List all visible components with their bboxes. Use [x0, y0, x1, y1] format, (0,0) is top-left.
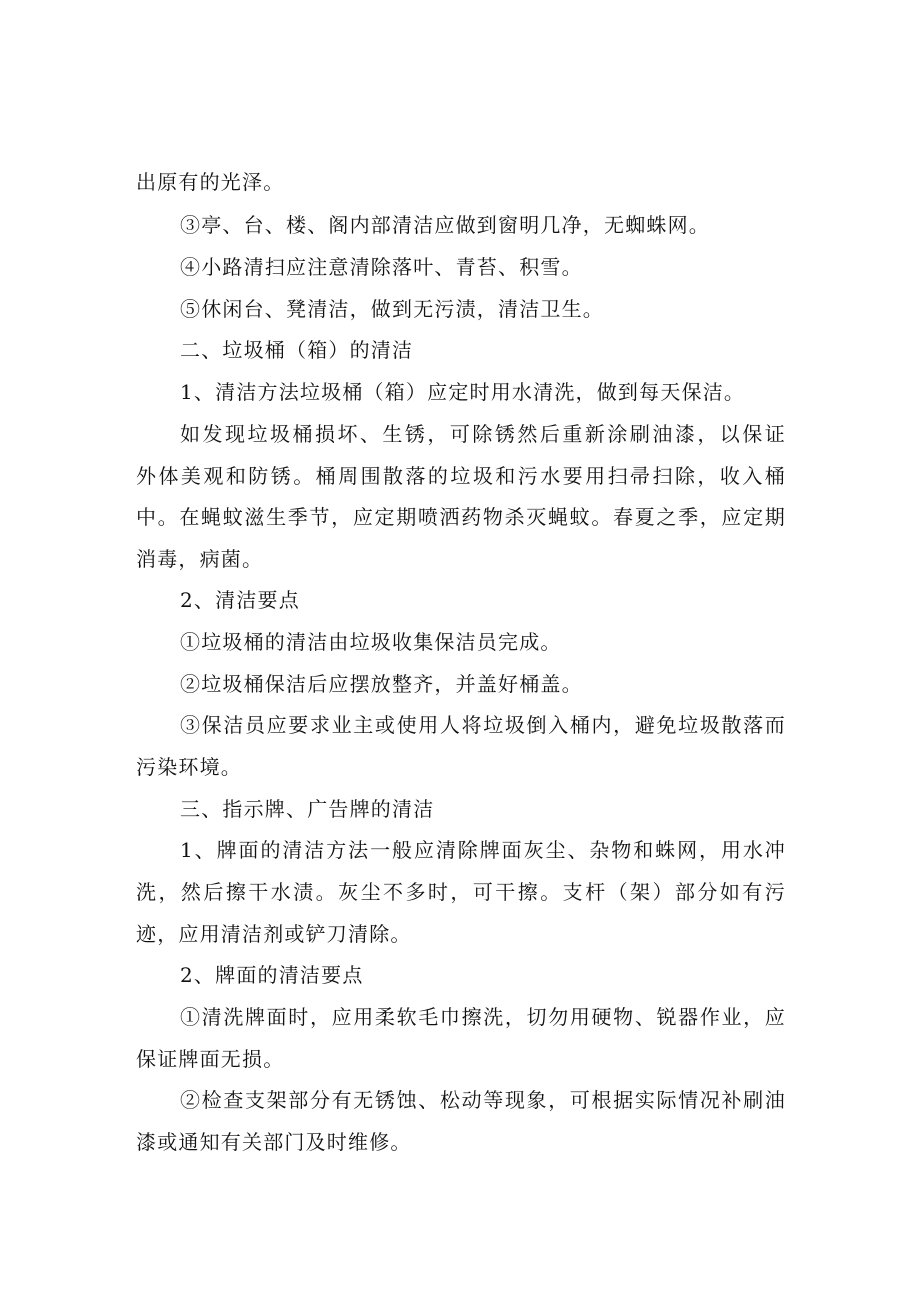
subheading-key-points: 2、牌面的清洁要点 — [180, 963, 364, 987]
paragraph-line: 消毒，病菌。 — [136, 547, 264, 571]
paragraph-line: 迹，应用清洁剂或铲刀清除。 — [136, 922, 412, 946]
list-item: ②检查支架部分有无锈蚀、松动等现象，可根据实际情况补刷油 — [180, 1088, 786, 1112]
text-line-continuation: 出原有的光泽。 — [136, 170, 285, 194]
list-item: ③保洁员应要求业主或使用人将垃圾倒入桶内，避免垃圾散落而 — [180, 713, 786, 737]
paragraph-line: 保证牌面无损。 — [136, 1047, 285, 1071]
list-item: ①垃圾桶的清洁由垃圾收集保洁员完成。 — [180, 630, 562, 654]
section-heading-signboard: 三、指示牌、广告牌的清洁 — [180, 797, 435, 821]
list-item-path: ④小路清扫应注意清除落叶、青苔、积雪。 — [180, 255, 583, 279]
subheading-cleaning-method: 1、清洁方法垃圾桶（箱）应定时用水清洗，做到每天保洁。 — [180, 380, 746, 404]
paragraph-line: 中。在蝇蚊滋生季节，应定期喷洒药物杀灭蝇蚊。春夏之季，应定期 — [136, 505, 786, 529]
paragraph-line: 如发现垃圾桶损坏、生锈，可除锈然后重新涂刷油漆，以保证 — [180, 422, 786, 446]
paragraph-line: 洗，然后擦干水渍。灰尘不多时，可干擦。支杆（架）部分如有污 — [136, 880, 786, 904]
section-heading-trash-bin: 二、垃圾桶（箱）的清洁 — [180, 338, 414, 362]
list-item-pavilion: ③亭、台、楼、阁内部清洁应做到窗明几净，无蜘蛛网。 — [180, 213, 710, 237]
list-item: ②垃圾桶保洁后应摆放整齐，并盖好桶盖。 — [180, 672, 583, 696]
subheading-cleaning-method: 1、牌面的清洁方法一般应清除牌面灰尘、杂物和蛛网，用水冲 — [180, 838, 786, 862]
paragraph-line: 漆或通知有关部门及时维修。 — [136, 1130, 412, 1154]
list-item: ①清洗牌面时，应用柔软毛巾擦洗，切勿用硬物、锐器作业，应 — [180, 1005, 786, 1029]
paragraph-line: 污染环境。 — [136, 755, 242, 779]
paragraph-line: 外体美观和防锈。桶周围散落的垃圾和污水要用扫帚扫除，收入桶 — [136, 464, 786, 488]
list-item-bench: ⑤休闲台、凳清洁，做到无污渍，清洁卫生。 — [180, 297, 604, 321]
subheading-key-points: 2、清洁要点 — [180, 588, 300, 612]
